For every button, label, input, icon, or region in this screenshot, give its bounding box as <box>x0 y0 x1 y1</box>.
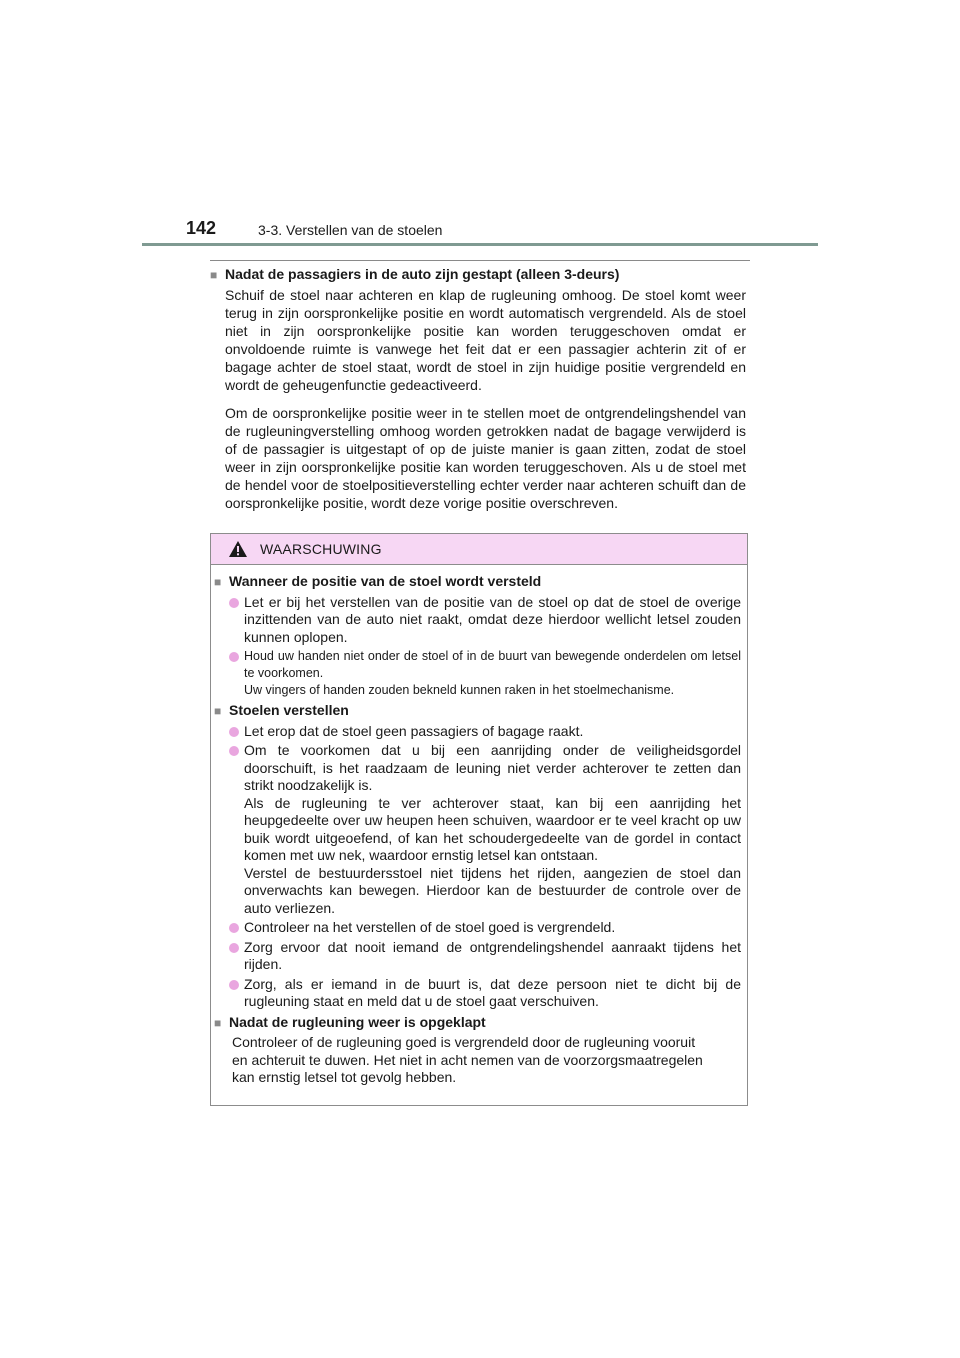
list-item-text: Houd uw handen niet onder de stoel of in de buurt van bewegende onderdelen om letsel te voorkomen. <box>244 649 741 680</box>
bullet-dot-icon <box>229 652 239 662</box>
header-rule <box>142 243 818 246</box>
warning-section <box>214 1014 741 1087</box>
bullet-dot-icon <box>229 598 239 608</box>
bullet-dot-icon <box>229 923 239 933</box>
list-item-text: Let erop dat de stoel geen passagiers of bagage raakt. <box>244 722 584 739</box>
warning-body <box>211 565 747 1087</box>
paragraph-line: Controleer of de rugleuning goed is vergrendeld door de rugleuning vooruit <box>232 1034 696 1050</box>
warning-section <box>214 573 741 699</box>
warning-section-heading <box>214 1014 741 1033</box>
intro-section <box>210 265 746 512</box>
list-item <box>214 723 741 741</box>
list-item-text: Als de rugleuning te ver achterover staat, kan bij een aanrijding het heupgedeelte over uw heupen heen schuiven, waardoor er te veel kracht op uw buik wordt uitgeoefend, of kan het schoudergedeelte van de gordel in contact komen met uw nek, waardoor ernstig letsel kan ontstaan. <box>244 794 741 863</box>
intro-paragraph: Om de oorspronkelijke positie weer in te stellen moet de ontgrendelingshendel van de rugleuningverstelling omhoog worden getrokken nadat de bagage verwijderd is of de passagier is uitgestapt of op de juiste manier is gaan zitten, zodat de stoel weer in zijn oorspronkelijke positie kan worden teruggeschoven. Als u de stoel met de hendel voor de stoelpositieverstelling echter verder naar achteren schuift dan de oorspronkelijke positie, wordt deze vorige positie overschreven. <box>225 405 746 511</box>
warning-section-heading <box>214 573 741 592</box>
list-item-text: Uw vingers of handen zouden bekneld kunnen raken in het stoelmechanisme. <box>244 683 675 697</box>
intro-heading-text: Nadat de passagiers in de auto zijn gestapt (alleen 3-deurs) <box>225 266 620 282</box>
intro-paragraph: Schuif de stoel naar achteren en klap de rugleuning omhoog. De stoel komt weer terug in zijn oorspronkelijke positie en wordt automatisch vergrendeld. Als de stoel niet in zijn oorspronkelijke positie kan worden teruggeschoven omdat er onvoldoende ruimte is vanwege het feit dat er een passagier achterin zit of er bagage achter de stoel staat, wordt de stoel in zijn huidige positie vergrendeld en wordt de geheugenfunctie gedeactiveerd. <box>225 287 746 393</box>
paragraph-line: kan ernstig letsel tot gevolg hebben. <box>232 1069 457 1085</box>
paragraph-line: en achteruit te duwen. Het niet in acht nemen van de voorzorgsmaatregelen <box>232 1051 703 1068</box>
square-bullet-icon: ■ <box>214 1015 222 1030</box>
warning-header <box>211 534 747 565</box>
warning-box <box>210 533 748 1106</box>
intro-heading <box>210 265 746 284</box>
bullet-dot-icon <box>229 980 239 990</box>
list-item-text: Controleer na het verstellen of de stoel goed is vergrendeld. <box>244 919 616 935</box>
square-bullet-icon: ■ <box>214 575 222 589</box>
square-bullet-icon: ■ <box>214 704 222 718</box>
list-item <box>214 919 741 937</box>
section-title: 3-3. Verstellen van de stoelen <box>258 222 443 238</box>
content-rule <box>210 260 750 261</box>
page-number: 142 <box>186 218 217 238</box>
list-item <box>214 648 741 699</box>
warning-paragraph <box>232 1034 741 1087</box>
list-item <box>214 742 741 917</box>
bullet-dot-icon <box>229 943 239 953</box>
list-item-text: Let er bij het verstellen van de positie van de stoel op dat de stoel de overige inzittenden van de auto niet raakt, omdat deze hierdoor wellicht letsel zouden kunnen oplopen. <box>244 593 741 645</box>
warning-section-heading <box>214 702 741 721</box>
warning-section-heading-text: Wanneer de positie van de stoel wordt versteld <box>229 573 542 589</box>
warning-triangle-icon <box>228 540 248 558</box>
list-item-text: Zorg, als er iemand in de buurt is, dat deze persoon niet te dicht bij de rugleuning staat en meld dat u de stoel gaat verschuiven. <box>244 975 741 1009</box>
warning-section-heading-text: Nadat de rugleuning weer is opgeklapt <box>229 1013 486 1030</box>
warning-section-heading-text: Stoelen verstellen <box>229 702 349 718</box>
bullet-dot-icon <box>229 746 239 756</box>
warning-section <box>214 702 741 1011</box>
list-item-text: Zorg ervoor dat nooit iemand de ontgrendelingshendel aanraakt tijdens het rijden. <box>244 938 741 972</box>
list-item-text: Verstel de bestuurdersstoel niet tijdens het rijden, aangezien de stoel dan onverwachts kan bewegen. Hierdoor kan de bestuurder de controle over de auto verliezen. <box>244 864 741 916</box>
square-bullet-icon: ■ <box>210 268 218 282</box>
list-item <box>214 976 741 1011</box>
warning-title: WAARSCHUWING <box>260 541 382 557</box>
list-item <box>214 939 741 974</box>
list-item <box>214 594 741 647</box>
list-item-text: Om te voorkomen dat u bij een aanrijding onder de veiligheidsgordel doorschuift, is het raadzaam de leuning niet verder achterover te zetten dan strikt noodzakelijk is. <box>244 742 741 793</box>
bullet-dot-icon <box>229 727 239 737</box>
